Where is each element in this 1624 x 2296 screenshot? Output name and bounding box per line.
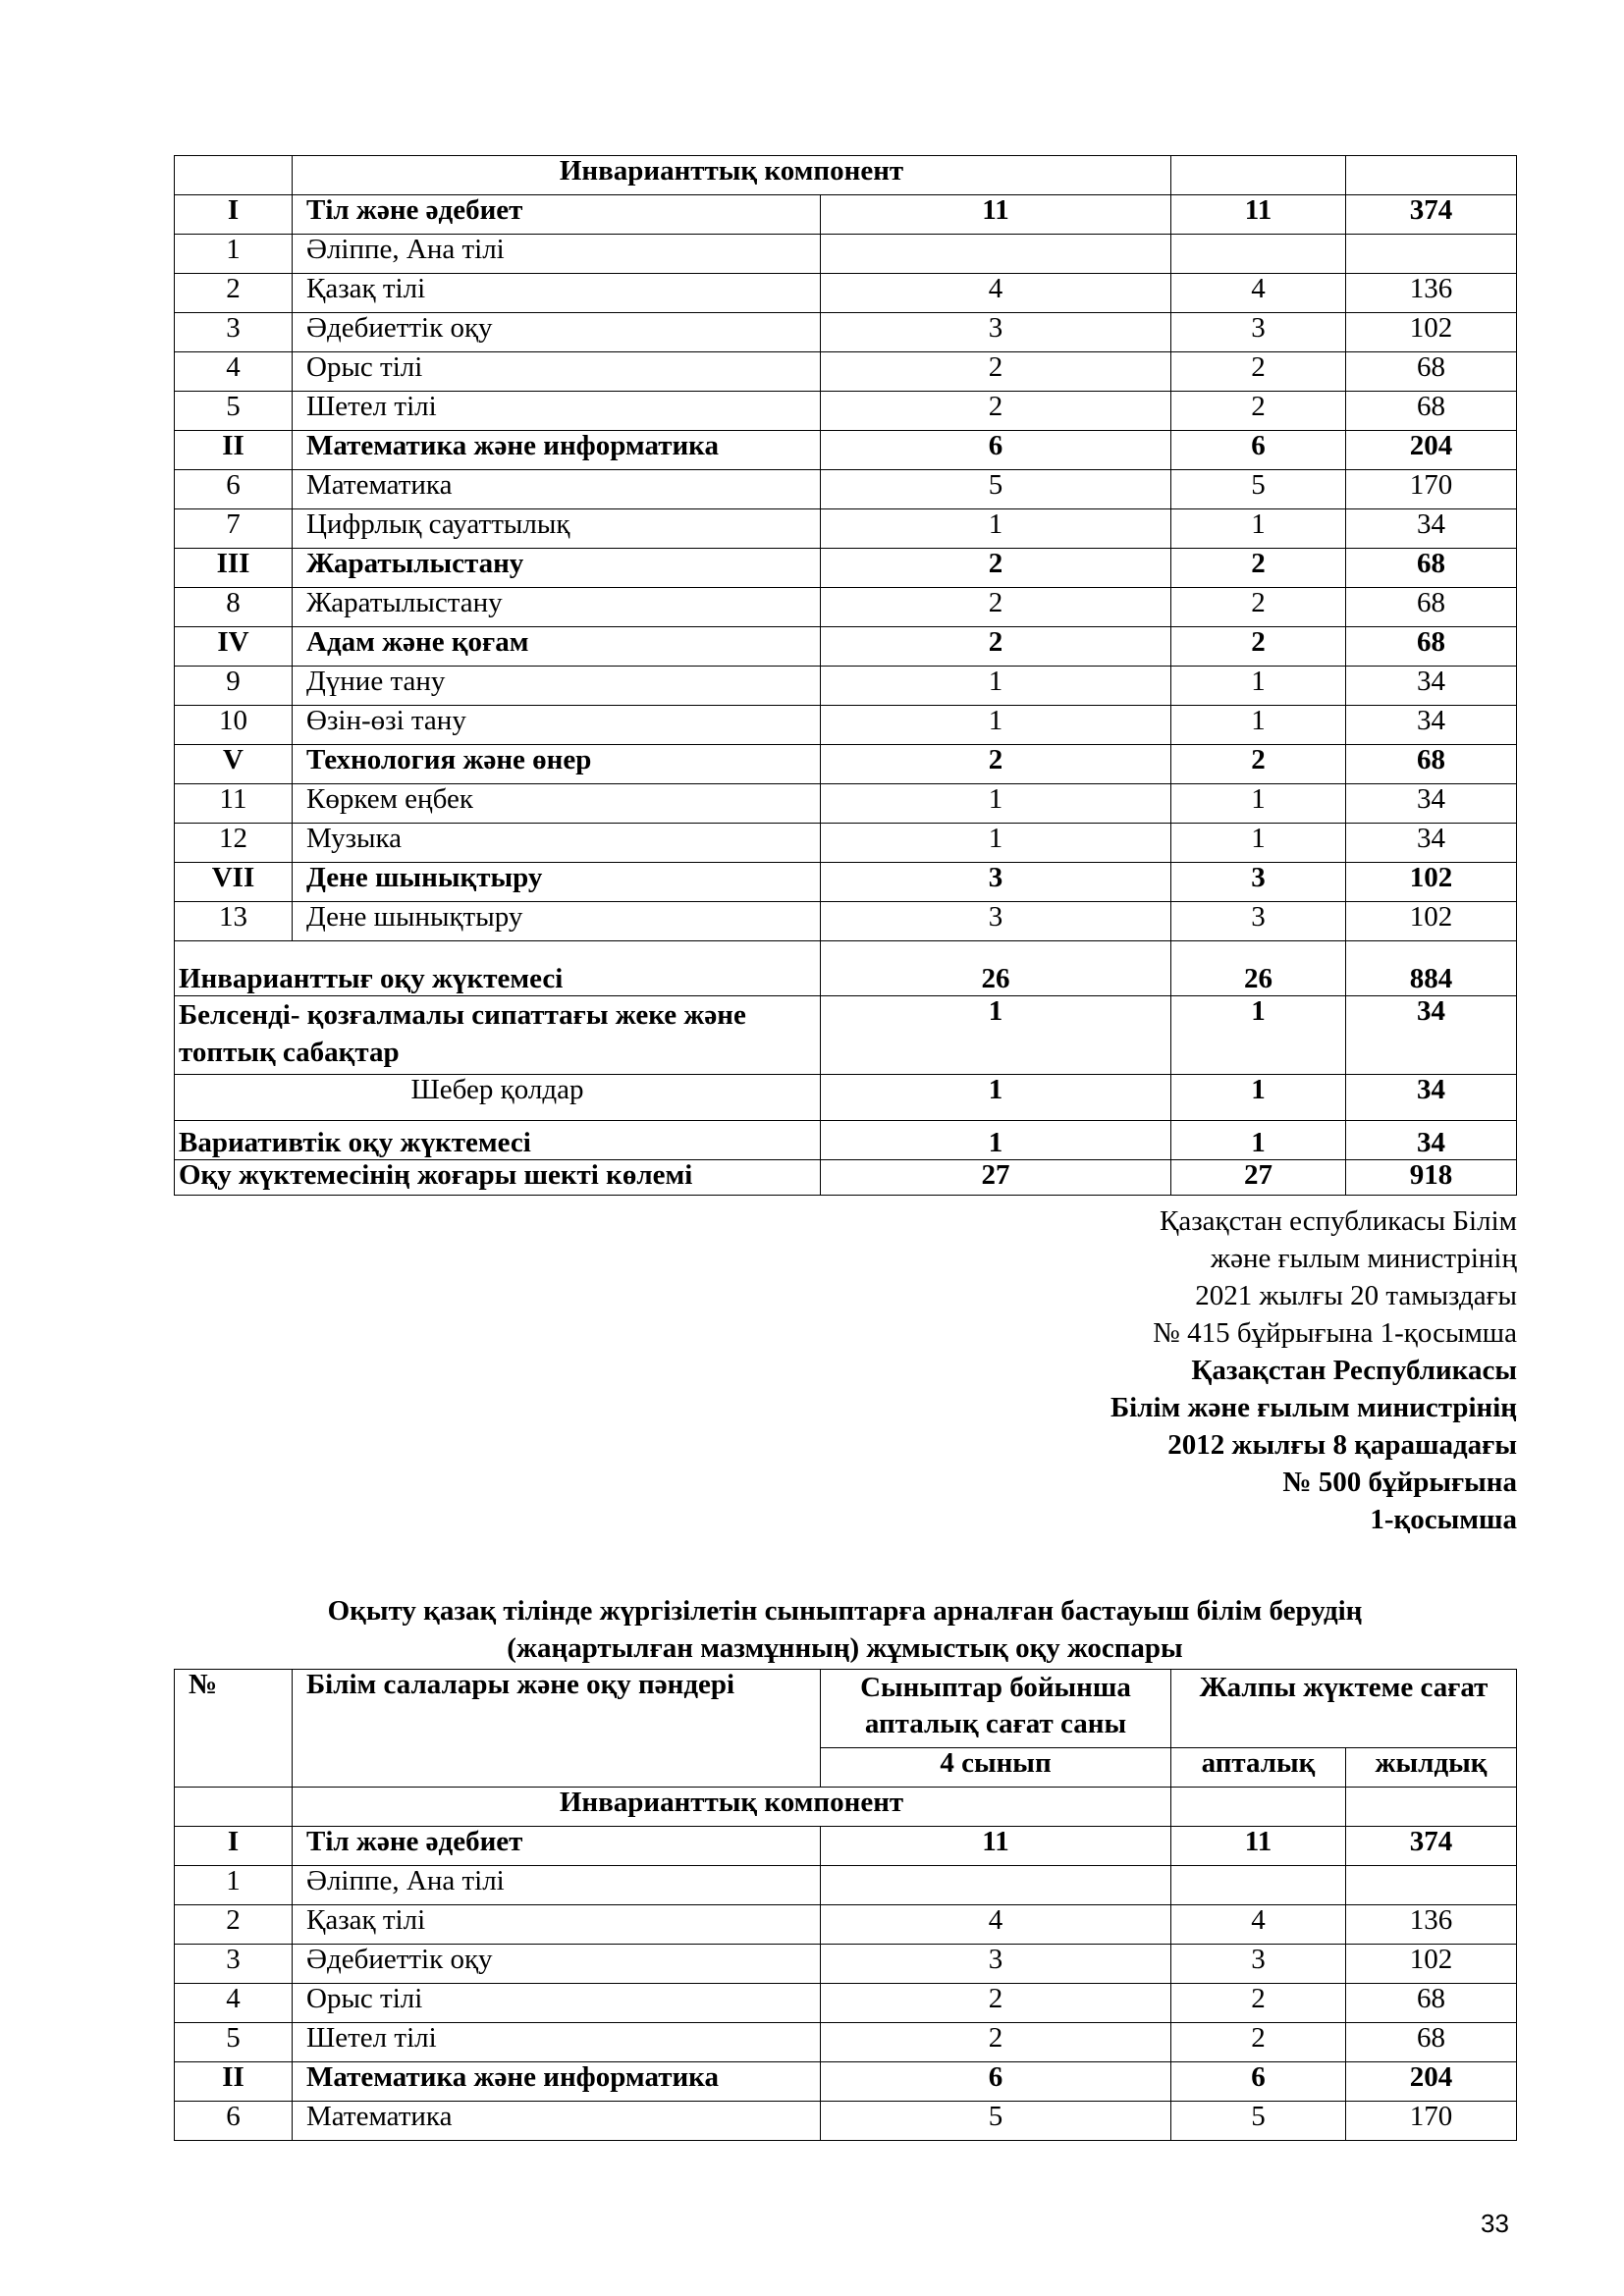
cell-num: 7 bbox=[175, 509, 293, 549]
cell-weekly: 11 bbox=[821, 1827, 1171, 1866]
cell-yearly bbox=[1346, 1866, 1517, 1905]
cell-num: 11 bbox=[175, 784, 293, 824]
cell-num: 13 bbox=[175, 902, 293, 941]
table-row bbox=[175, 863, 1517, 902]
cell-total-weekly: 2 bbox=[1171, 588, 1346, 627]
variative-load-label: Вариативтік оқу жүктемесі bbox=[175, 1121, 821, 1160]
cell-name: Дене шынықтыру bbox=[293, 863, 821, 902]
cell-yearly: 68 bbox=[1346, 627, 1517, 667]
cell-weekly: 2 bbox=[821, 352, 1171, 392]
curriculum-table-2 bbox=[174, 1669, 1517, 2141]
table-row bbox=[175, 902, 1517, 941]
cell-total-weekly: 2 bbox=[1171, 745, 1346, 784]
cell-yearly: 68 bbox=[1346, 745, 1517, 784]
cell-total-weekly: 1 bbox=[1171, 509, 1346, 549]
table-row bbox=[175, 352, 1517, 392]
cell-weekly: 1 bbox=[821, 667, 1171, 706]
cell-weekly: 4 bbox=[821, 274, 1171, 313]
cell-yearly: 34 bbox=[1346, 667, 1517, 706]
appendix-note-line: Білім және ғылым министрінің bbox=[1110, 1392, 1517, 1423]
empty-cell bbox=[175, 156, 293, 195]
component-header: Инварианттық компонент bbox=[293, 1788, 1171, 1827]
appendix-note-line: және ғылым министрінің bbox=[1211, 1243, 1517, 1274]
cell-yearly: 68 bbox=[1346, 1984, 1517, 2023]
cell-yearly: 136 bbox=[1346, 274, 1517, 313]
table-row bbox=[175, 1945, 1517, 1984]
cell-total-weekly: 3 bbox=[1171, 1945, 1346, 1984]
cell-total-weekly: 11 bbox=[1171, 1827, 1346, 1866]
cell-name: Математика және информатика bbox=[293, 431, 821, 470]
empty-cell bbox=[1171, 1788, 1346, 1827]
cell-weekly: 3 bbox=[821, 863, 1171, 902]
cell-yearly: 374 bbox=[1346, 195, 1517, 235]
cell-name: Әдебиеттік оқу bbox=[293, 1945, 821, 1984]
cell-weekly: 1 bbox=[821, 824, 1171, 863]
cell-total-weekly: 1 bbox=[1171, 784, 1346, 824]
appendix-note-line: Қазақстан Республикасы bbox=[1191, 1355, 1517, 1386]
cell-weekly bbox=[821, 1866, 1171, 1905]
invariant-load-yearly: 884 bbox=[1346, 941, 1517, 996]
cell-num: 4 bbox=[175, 1984, 293, 2023]
table-row bbox=[175, 745, 1517, 784]
cell-weekly: 5 bbox=[821, 470, 1171, 509]
cell-weekly: 5 bbox=[821, 2102, 1171, 2141]
cell-weekly: 11 bbox=[821, 195, 1171, 235]
cell-num: 5 bbox=[175, 392, 293, 431]
table-row bbox=[175, 667, 1517, 706]
cell-num: V bbox=[175, 745, 293, 784]
cell-num: 12 bbox=[175, 824, 293, 863]
invariant-load-weekly: 26 bbox=[821, 941, 1171, 996]
table-row bbox=[175, 431, 1517, 470]
table-row bbox=[175, 627, 1517, 667]
table-row bbox=[175, 588, 1517, 627]
cell-name: Музыка bbox=[293, 824, 821, 863]
cell-num: 8 bbox=[175, 588, 293, 627]
header-total-load: Жалпы жүктеме сағат bbox=[1171, 1670, 1517, 1748]
empty-cell bbox=[175, 1788, 293, 1827]
title-line: (жаңартылған мазмұнның) жұмыстық оқу жоспары bbox=[507, 1632, 1183, 1664]
cell-name: Көркем еңбек bbox=[293, 784, 821, 824]
cell-yearly: 68 bbox=[1346, 392, 1517, 431]
cell-total-weekly: 2 bbox=[1171, 392, 1346, 431]
cell-weekly: 3 bbox=[821, 902, 1171, 941]
cell-yearly: 102 bbox=[1346, 863, 1517, 902]
appendix-note-line: № 500 бұйрығына bbox=[1282, 1467, 1517, 1498]
cell-yearly: 170 bbox=[1346, 2102, 1517, 2141]
cell-num: II bbox=[175, 431, 293, 470]
cell-name: Математика bbox=[293, 2102, 821, 2141]
cell-weekly: 1 bbox=[821, 509, 1171, 549]
cell-name: Шетел тілі bbox=[293, 2023, 821, 2062]
cell-yearly: 34 bbox=[1346, 509, 1517, 549]
cell-total-weekly: 1 bbox=[1171, 667, 1346, 706]
variative-load-weekly: 1 bbox=[821, 1121, 1171, 1160]
cell-total-weekly: 1 bbox=[1171, 706, 1346, 745]
cell-name: Шетел тілі bbox=[293, 392, 821, 431]
table-row bbox=[175, 1827, 1517, 1866]
cell-yearly: 34 bbox=[1346, 784, 1517, 824]
skilled-hands-weekly: 1 bbox=[821, 1075, 1171, 1121]
cell-weekly bbox=[821, 235, 1171, 274]
cell-num: II bbox=[175, 2062, 293, 2102]
skilled-hands-yearly: 34 bbox=[1346, 1075, 1517, 1121]
table-row bbox=[175, 195, 1517, 235]
table-row bbox=[175, 392, 1517, 431]
cell-num: IV bbox=[175, 627, 293, 667]
cell-num: 3 bbox=[175, 313, 293, 352]
appendix-note bbox=[1110, 1202, 1517, 1538]
cell-name: Орыс тілі bbox=[293, 352, 821, 392]
cell-num: 9 bbox=[175, 667, 293, 706]
cell-yearly: 68 bbox=[1346, 549, 1517, 588]
cell-num: 2 bbox=[175, 274, 293, 313]
table-row bbox=[175, 470, 1517, 509]
cell-name: Орыс тілі bbox=[293, 1984, 821, 2023]
cell-total-weekly: 5 bbox=[1171, 2102, 1346, 2141]
cell-num: 4 bbox=[175, 352, 293, 392]
cell-name: Қазақ тілі bbox=[293, 1905, 821, 1945]
header-weekly: апталық bbox=[1171, 1748, 1346, 1788]
cell-yearly: 136 bbox=[1346, 1905, 1517, 1945]
cell-weekly: 2 bbox=[821, 588, 1171, 627]
cell-name: Тіл және әдебиет bbox=[293, 195, 821, 235]
cell-total-weekly: 2 bbox=[1171, 1984, 1346, 2023]
cell-total-weekly: 11 bbox=[1171, 195, 1346, 235]
active-lessons-total-weekly: 1 bbox=[1171, 996, 1346, 1075]
empty-cell bbox=[1346, 1788, 1517, 1827]
cell-name: Математика және информатика bbox=[293, 2062, 821, 2102]
cell-name: Әдебиеттік оқу bbox=[293, 313, 821, 352]
invariant-load-label: Инварианттығ оқу жүктемесі bbox=[175, 941, 821, 996]
skilled-hands-total-weekly: 1 bbox=[1171, 1075, 1346, 1121]
cell-total-weekly bbox=[1171, 235, 1346, 274]
component-header: Инварианттық компонент bbox=[293, 156, 1171, 195]
cell-weekly: 2 bbox=[821, 549, 1171, 588]
cell-total-weekly: 2 bbox=[1171, 627, 1346, 667]
cell-yearly: 374 bbox=[1346, 1827, 1517, 1866]
page-number: 33 bbox=[1481, 2209, 1509, 2238]
cell-name: Дене шынықтыру bbox=[293, 902, 821, 941]
appendix-note-line: Қазақстан еспубликасы Білім bbox=[1159, 1205, 1517, 1237]
cell-total-weekly: 3 bbox=[1171, 313, 1346, 352]
table-row bbox=[175, 549, 1517, 588]
cell-name: Өзін-өзі тану bbox=[293, 706, 821, 745]
active-lessons-yearly: 34 bbox=[1346, 996, 1517, 1075]
cell-total-weekly: 4 bbox=[1171, 1905, 1346, 1945]
cell-weekly: 1 bbox=[821, 784, 1171, 824]
cell-name: Дүние тану bbox=[293, 667, 821, 706]
cell-yearly: 34 bbox=[1346, 706, 1517, 745]
max-load-yearly: 918 bbox=[1346, 1160, 1517, 1196]
cell-yearly: 68 bbox=[1346, 588, 1517, 627]
cell-yearly: 170 bbox=[1346, 470, 1517, 509]
appendix-note-line: 2021 жылғы 20 тамыздағы bbox=[1195, 1280, 1517, 1311]
cell-name: Адам және қоғам bbox=[293, 627, 821, 667]
cell-num: 3 bbox=[175, 1945, 293, 1984]
cell-total-weekly bbox=[1171, 1866, 1346, 1905]
cell-yearly bbox=[1346, 235, 1517, 274]
cell-weekly: 3 bbox=[821, 1945, 1171, 1984]
skilled-hands-label: Шебер қолдар bbox=[175, 1075, 821, 1121]
cell-num: 10 bbox=[175, 706, 293, 745]
variative-load-yearly: 34 bbox=[1346, 1121, 1517, 1160]
active-lessons-weekly: 1 bbox=[821, 996, 1171, 1075]
table-row bbox=[175, 509, 1517, 549]
cell-total-weekly: 3 bbox=[1171, 863, 1346, 902]
cell-weekly: 2 bbox=[821, 392, 1171, 431]
cell-name: Тіл және әдебиет bbox=[293, 1827, 821, 1866]
cell-num: III bbox=[175, 549, 293, 588]
header-yearly: жылдық bbox=[1346, 1748, 1517, 1788]
table-row bbox=[175, 1905, 1517, 1945]
cell-total-weekly: 2 bbox=[1171, 549, 1346, 588]
cell-num: 2 bbox=[175, 1905, 293, 1945]
curriculum-table-1 bbox=[174, 155, 1517, 1196]
cell-weekly: 4 bbox=[821, 1905, 1171, 1945]
cell-num: VII bbox=[175, 863, 293, 902]
cell-num: 1 bbox=[175, 1866, 293, 1905]
cell-weekly: 2 bbox=[821, 2023, 1171, 2062]
table-row bbox=[175, 235, 1517, 274]
cell-name: Қазақ тілі bbox=[293, 274, 821, 313]
max-load-weekly: 27 bbox=[821, 1160, 1171, 1196]
appendix-note-line: № 415 бұйрығына 1-қосымша bbox=[1153, 1317, 1517, 1349]
cell-total-weekly: 5 bbox=[1171, 470, 1346, 509]
header-num: № bbox=[175, 1670, 293, 1788]
table-row bbox=[175, 784, 1517, 824]
cell-yearly: 102 bbox=[1346, 1945, 1517, 1984]
table-row bbox=[175, 274, 1517, 313]
cell-yearly: 102 bbox=[1346, 313, 1517, 352]
cell-yearly: 102 bbox=[1346, 902, 1517, 941]
table-row bbox=[175, 706, 1517, 745]
cell-total-weekly: 1 bbox=[1171, 824, 1346, 863]
cell-num: I bbox=[175, 1827, 293, 1866]
cell-name: Математика bbox=[293, 470, 821, 509]
cell-num: 6 bbox=[175, 470, 293, 509]
cell-total-weekly: 6 bbox=[1171, 2062, 1346, 2102]
cell-name: Әліппе, Ана тілі bbox=[293, 1866, 821, 1905]
cell-yearly: 34 bbox=[1346, 824, 1517, 863]
table-row bbox=[175, 2062, 1517, 2102]
cell-total-weekly: 6 bbox=[1171, 431, 1346, 470]
cell-weekly: 2 bbox=[821, 627, 1171, 667]
table-row bbox=[175, 824, 1517, 863]
invariant-load-total-weekly: 26 bbox=[1171, 941, 1346, 996]
cell-total-weekly: 4 bbox=[1171, 274, 1346, 313]
table-row bbox=[175, 1984, 1517, 2023]
header-grade: 4 сынып bbox=[821, 1748, 1171, 1788]
cell-weekly: 3 bbox=[821, 313, 1171, 352]
cell-name: Жаратылыстану bbox=[293, 588, 821, 627]
max-load-label: Оқу жүктемесінің жоғары шекті көлемі bbox=[175, 1160, 821, 1196]
empty-cell bbox=[1171, 156, 1346, 195]
cell-weekly: 2 bbox=[821, 1984, 1171, 2023]
max-load-total-weekly: 27 bbox=[1171, 1160, 1346, 1196]
cell-name: Жаратылыстану bbox=[293, 549, 821, 588]
cell-num: 1 bbox=[175, 235, 293, 274]
cell-yearly: 68 bbox=[1346, 2023, 1517, 2062]
cell-yearly: 204 bbox=[1346, 2062, 1517, 2102]
variative-load-total-weekly: 1 bbox=[1171, 1121, 1346, 1160]
title-line: Оқыту қазақ тілінде жүргізілетін сыныптарға арналған бастауыш білім берудің bbox=[327, 1595, 1363, 1627]
cell-num: 5 bbox=[175, 2023, 293, 2062]
cell-weekly: 1 bbox=[821, 706, 1171, 745]
header-weekly-hours: Сыныптар бойынша апталық сағат саны bbox=[821, 1670, 1171, 1748]
cell-yearly: 68 bbox=[1346, 352, 1517, 392]
table-row bbox=[175, 313, 1517, 352]
table-row bbox=[175, 2102, 1517, 2141]
cell-total-weekly: 2 bbox=[1171, 352, 1346, 392]
cell-total-weekly: 2 bbox=[1171, 2023, 1346, 2062]
appendix-note-line: 1-қосымша bbox=[1370, 1504, 1517, 1535]
appendix-note-line: 2012 жылғы 8 қарашадағы bbox=[1167, 1429, 1517, 1461]
cell-num: 6 bbox=[175, 2102, 293, 2141]
empty-cell bbox=[1346, 156, 1517, 195]
cell-total-weekly: 3 bbox=[1171, 902, 1346, 941]
cell-weekly: 6 bbox=[821, 2062, 1171, 2102]
cell-name: Технология және өнер bbox=[293, 745, 821, 784]
cell-weekly: 2 bbox=[821, 745, 1171, 784]
table-row bbox=[175, 1866, 1517, 1905]
curriculum-title bbox=[174, 1592, 1516, 1667]
active-lessons-label: Белсенді- қозғалмалы сипаттағы жеке және топтық сабақтар bbox=[175, 996, 821, 1075]
cell-yearly: 204 bbox=[1346, 431, 1517, 470]
header-subjects: Білім салалары және оқу пәндері bbox=[293, 1670, 821, 1788]
cell-name: Әліппе, Ана тілі bbox=[293, 235, 821, 274]
cell-name: Цифрлық сауаттылық bbox=[293, 509, 821, 549]
cell-num: I bbox=[175, 195, 293, 235]
table-row bbox=[175, 2023, 1517, 2062]
cell-weekly: 6 bbox=[821, 431, 1171, 470]
